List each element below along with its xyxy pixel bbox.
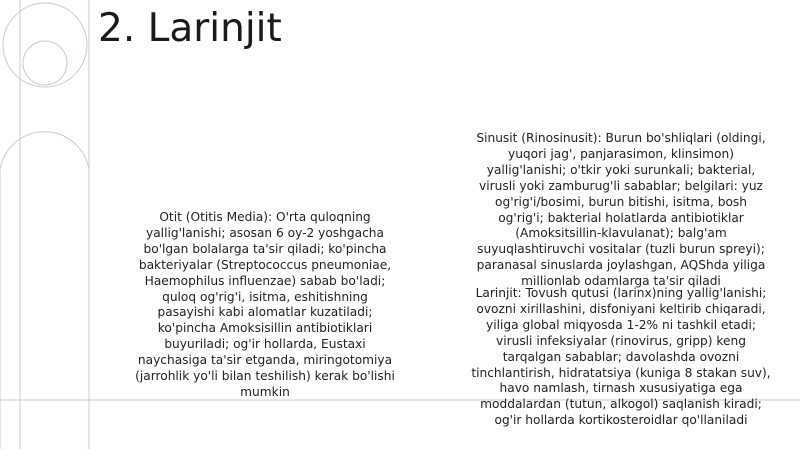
slide-title: 2. Larinjit: [98, 6, 282, 51]
otit-paragraph: Otit (Otitis Media): O'rta quloqning yallig'lanishi; asosan 6 oy-2 yoshgacha bo'lgan bolalarga ta'sir qiladi; ko'pincha bakteriyalar (Streptococcus pneumoniae, Haemophilus influenzae) sabab bo'ladi; quloq og'rig'i, isitma, eshitishning pasayishi kabi alomatlar kuzatiladi; ko'pincha Amoksisillin antibiotiklari buyuriladi; og'ir hollarda, Eustaxi naychasiga ta'sir etganda, miringotomiya (jarrohlik yo'li bilan teshilish) kerak bo'lishi mumkin: [135, 210, 395, 399]
larinjit-paragraph: Larinjit: Tovush qutusi (larinx)ning yallig'lanishi; ovozni xirillashini, disfoniyani keltirib chiqaradi, yiliga global miqyosda 1-2% ni tashkil etadi; virusli infeksiyalar (rinovirus, gripp) keng tarqalgan sabablar; davolashda ovozni tinchlantirish, hidratatsiya (kuniga 8 stakan suv), havo namlash, tirnash xususiyatiga ega moddalardan (tutun, alkogol) saqlanish kiradi; og'ir hollarda kortikosteroidlar qo'llaniladi: [471, 286, 771, 428]
decorative-circle-small: [23, 41, 67, 85]
sinusit-paragraph: Sinusit (Rinosinusit): Burun bo'shliqlari (oldingi, yuqori jag', panjarasimon, klinsimon) yallig'lanishi; o'tkir yoki surunkali; bakterial, virusli yoki zamburug'li sabablar; belgilari: yuz og'rig'i/bosimi, burun bitishi, isitma, bosh og'rig'i; bakterial holatlarda antibiotiklar (Amoksitsillin-klavulanat); balg'am suyuqlashtiruvchi vositalar (tuzli burun spreyi); paranasal sinuslarda joylashgan, AQShda yiliga millionlab odamlarga ta'sir qiladi: [476, 131, 766, 289]
decorative-arch: [0, 132, 89, 449]
decorative-circle-large: [3, 3, 87, 87]
